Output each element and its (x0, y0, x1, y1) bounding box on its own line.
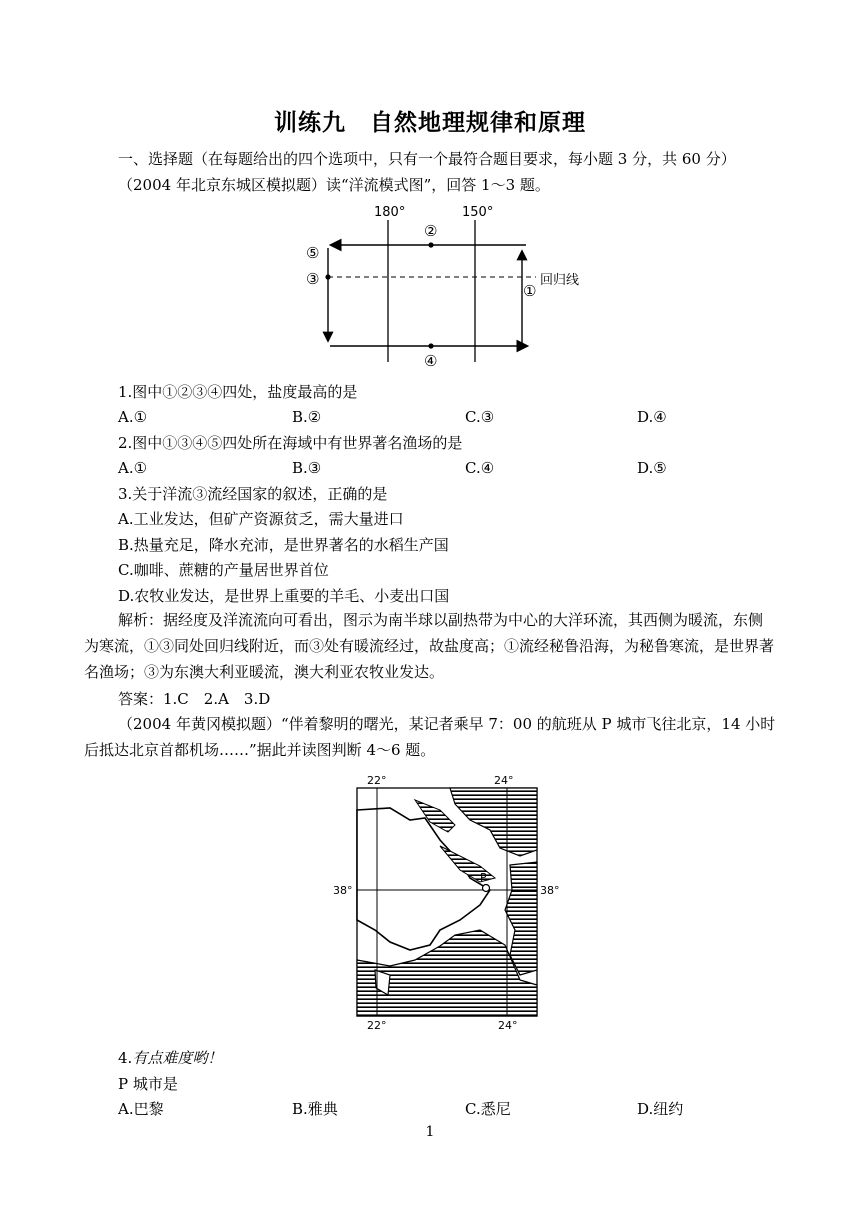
q4-note: 有点难度哟！ (132, 1049, 223, 1067)
marker-5: ⑤ (306, 244, 320, 262)
question-4-header (118, 1047, 222, 1069)
q2-option-c: C.④ (465, 459, 495, 477)
question-3-stem: 3.关于洋流③流经国家的叙述，正确的是 (118, 485, 388, 503)
question-intro-1: （2004 年北京东城区模拟题）读“洋流模式图”，回答 1～3 题。 (118, 176, 550, 194)
point-3 (325, 274, 330, 279)
point-4 (428, 343, 433, 348)
q3-option-d: D.农牧业发达，是世界上重要的羊毛、小麦出口国 (118, 587, 450, 605)
ocean-current-figure (300, 200, 610, 374)
q1-option-d: D.④ (637, 408, 667, 426)
lon-left-label: 180° (374, 205, 406, 220)
q4-option-d: D.纽约 (637, 1100, 684, 1118)
marker-3: ③ (306, 270, 320, 288)
lon-24-bottom: 24° (498, 1019, 518, 1032)
answer-line: 答案：1.C 2.A 3.D (118, 690, 271, 708)
question-1-stem: 1.图中①②③④四处，盐度最高的是 (118, 383, 358, 401)
lon-22-top: 22° (367, 774, 387, 787)
lon-24-top: 24° (494, 774, 514, 787)
marker-1: ① (523, 282, 537, 300)
q2-option-a: A.① (118, 459, 148, 477)
q3-option-a: A.工业发达，但矿产资源贫乏，需大量进口 (118, 510, 404, 528)
q1-option-c: C.③ (465, 408, 495, 426)
lon-22-bottom: 22° (367, 1019, 387, 1032)
analysis-paragraph: 解析：据经度及洋流流向可看出，图示为南半球以副热带为中心的大洋环流，其西侧为暖流，东侧为寒流，①③同处回归线附近，而③处有暖流经过，故盐度高；①流经秘鲁沿海，为秘鲁寒流，是世界著名渔场；③为东澳大利亚暖流，澳大利亚农牧业发达。 (84, 611, 775, 681)
q2-option-b: B.③ (292, 459, 322, 477)
point-2 (428, 242, 433, 247)
question-2-stem: 2.图中①③④⑤四处所在海域中有世界著名渔场的是 (118, 434, 463, 452)
q4-option-a: A.巴黎 (118, 1100, 164, 1118)
city-p-label: P (480, 871, 487, 884)
question-4-stem: P 城市是 (118, 1075, 178, 1093)
q3-option-c: C.咖啡、蔗糖的产量居世界首位 (118, 561, 329, 579)
city-p-marker (483, 885, 490, 892)
lat-38-left: 38° (333, 884, 353, 897)
lat-38-right: 38° (540, 884, 560, 897)
section-heading: 一、选择题（在每题给出的四个选项中，只有一个最符合题目要求，每小题 3 分，共 60 分） (118, 150, 736, 168)
marker-4: ④ (424, 352, 438, 370)
q4-option-b: B.雅典 (292, 1100, 338, 1118)
lon-right-label: 150° (462, 205, 494, 220)
page-number: 1 (425, 1124, 435, 1140)
q2-option-d: D.⑤ (637, 459, 667, 477)
question-intro-2: （2004 年黄冈模拟题）“伴着黎明的曙光，某记者乘早 7：00 的航班从 P 城市飞往北京，14 小时后抵达北京首都机场……”据此并读图判断 4～6 题。 (84, 715, 776, 759)
map-figure (330, 770, 570, 1039)
q4-number: 4. (118, 1049, 133, 1067)
q4-option-c: C.悉尼 (465, 1100, 511, 1118)
page-title: 训练九 自然地理规律和原理 (274, 110, 586, 136)
q1-option-a: A.① (118, 408, 148, 426)
q3-option-b: B.热量充足，降水充沛，是世界著名的水稻生产国 (118, 536, 449, 554)
marker-2: ② (424, 222, 438, 240)
q1-option-b: B.② (292, 408, 322, 426)
tropic-label: 回归线 (540, 273, 580, 288)
